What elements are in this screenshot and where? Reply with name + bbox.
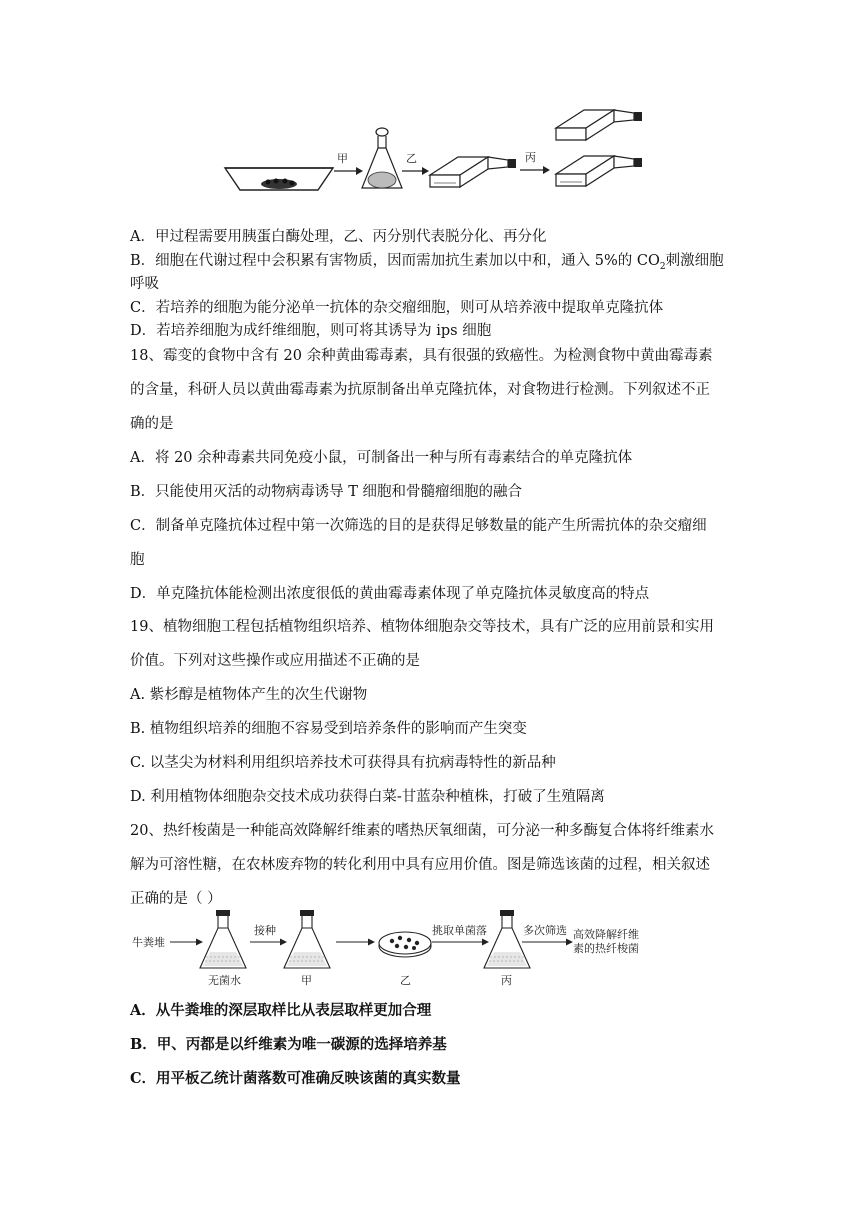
source-label: 牛粪堆 [132,936,165,949]
arrow-label-repeated-screening: 多次筛选 [523,924,567,937]
q20-option-b: B．甲、丙都是以纤维素为唯一碳源的选择培养基 [130,1036,447,1053]
flask1-label: 无菌水 [208,974,241,987]
q17-option-a: A．甲过程需要用胰蛋白酶处理，乙、丙分别代表脱分化、再分化 [130,229,547,245]
q18-option-a: A．将 20 余种毒素共同免疫小鼠，可制备出一种与所有毒素结合的单克隆抗体 [130,450,633,466]
q19-option-c: C. 以茎尖为材料利用组织培养技术可获得具有抗病毒特性的新品种 [130,755,556,771]
q20-option-c: C．用平板乙统计菌落数可准确反映该菌的真实数量 [130,1070,461,1087]
q17-option-b-text-end: 刺激细胞 [665,253,724,269]
culture-flask-3 [556,156,642,186]
flask2-label: 甲 [301,974,312,987]
arrow-label-bing: 丙 [525,151,536,164]
screening-process-figure [0,900,860,995]
q17-option-d: D．若培养细胞为成纤维细胞，则可将其诱导为 ips 细胞 [130,323,492,339]
q20-stem-line3: 正确的是（ ） [130,891,222,907]
flask-sterile-water [200,910,246,968]
q18-stem-line1: 18、霉变的食物中含有 20 余种黄曲霉毒素，具有很强的致癌性。为检测食物中黄曲霉毒素 [130,348,713,364]
arrow-label-pick-colony: 挑取单菌落 [432,924,487,937]
q18-option-c-line2: 胞 [130,552,145,568]
q19-stem-line2: 价值。下列对这些操作或应用描述不正确的是 [130,653,420,669]
result-label-line2: 素的热纤梭菌 [573,942,639,955]
q17-option-b-line1 [130,251,724,277]
q18-stem-line3: 确的是 [130,416,174,432]
q20-stem-line1: 20、热纤梭菌是一种能高效降解纤维素的嗜热厌氧细菌，可分泌一种多酶复合体将纤维素水 [130,823,714,839]
arrow-label-inoculate: 接种 [254,924,276,937]
culture-process-figure [0,0,860,200]
q20-option-a: A．从牛粪堆的深层取样比从表层取样更加合理 [130,1002,432,1019]
petri-dish [379,932,431,957]
q19-option-a: A. 紫杉醇是植物体产生的次生代谢物 [130,687,368,703]
q17-co2-subscript: 2 [659,261,666,272]
q18-option-d: D．单克隆抗体能检测出浓度很低的黄曲霉毒素体现了单克隆抗体灵敏度高的特点 [130,586,650,602]
q17-option-b-text: B．细胞在代谢过程中会积累有害物质，因而需加抗生素加以中和，通入 5%的 CO [130,253,660,269]
arrow-label-jia: 甲 [337,152,348,165]
q20-stem-line2: 解为可溶性糖，在农林废弃物的转化利用中具有应用价值。图是筛选该菌的过程，相关叙述 [130,857,710,873]
tissue-dish [225,168,333,190]
q17-option-c: C．若培养的细胞为能分泌单一抗体的杂交瘤细胞，则可从培养液中提取单克隆抗体 [130,300,664,316]
q19-stem-line1: 19、植物细胞工程包括植物组织培养、植物体细胞杂交等技术，具有广泛的应用前景和实用 [130,619,714,635]
q18-option-c-line1: C．制备单克隆抗体过程中第一次筛选的目的是获得足够数量的能产生所需抗体的杂交瘤细 [130,518,707,534]
plate-label: 乙 [400,974,411,987]
flask3-label: 丙 [501,974,512,987]
arrow-label-yi: 乙 [406,152,417,165]
result-label-line1: 高效降解纤维 [573,928,639,941]
flask-jia [284,910,330,968]
q19-option-d: D. 利用植物体细胞杂交技术成功获得白菜-甘蓝杂种植株，打破了生殖隔离 [130,789,605,805]
q17-option-b-line2: 呼吸 [130,276,159,292]
conical-flask [362,128,402,188]
q19-option-b: B. 植物组织培养的细胞不容易受到培养条件的影响而产生突变 [130,721,527,737]
q18-option-b: B．只能使用灭活的动物病毒诱导 T 细胞和骨髓瘤细胞的融合 [130,484,523,500]
culture-flask-1 [430,157,516,187]
q18-stem-line2: 的含量，科研人员以黄曲霉毒素为抗原制备出单克隆抗体，对食物进行检测。下列叙述不正 [130,382,710,398]
culture-flask-2 [556,110,642,140]
flask-bing [484,910,530,968]
